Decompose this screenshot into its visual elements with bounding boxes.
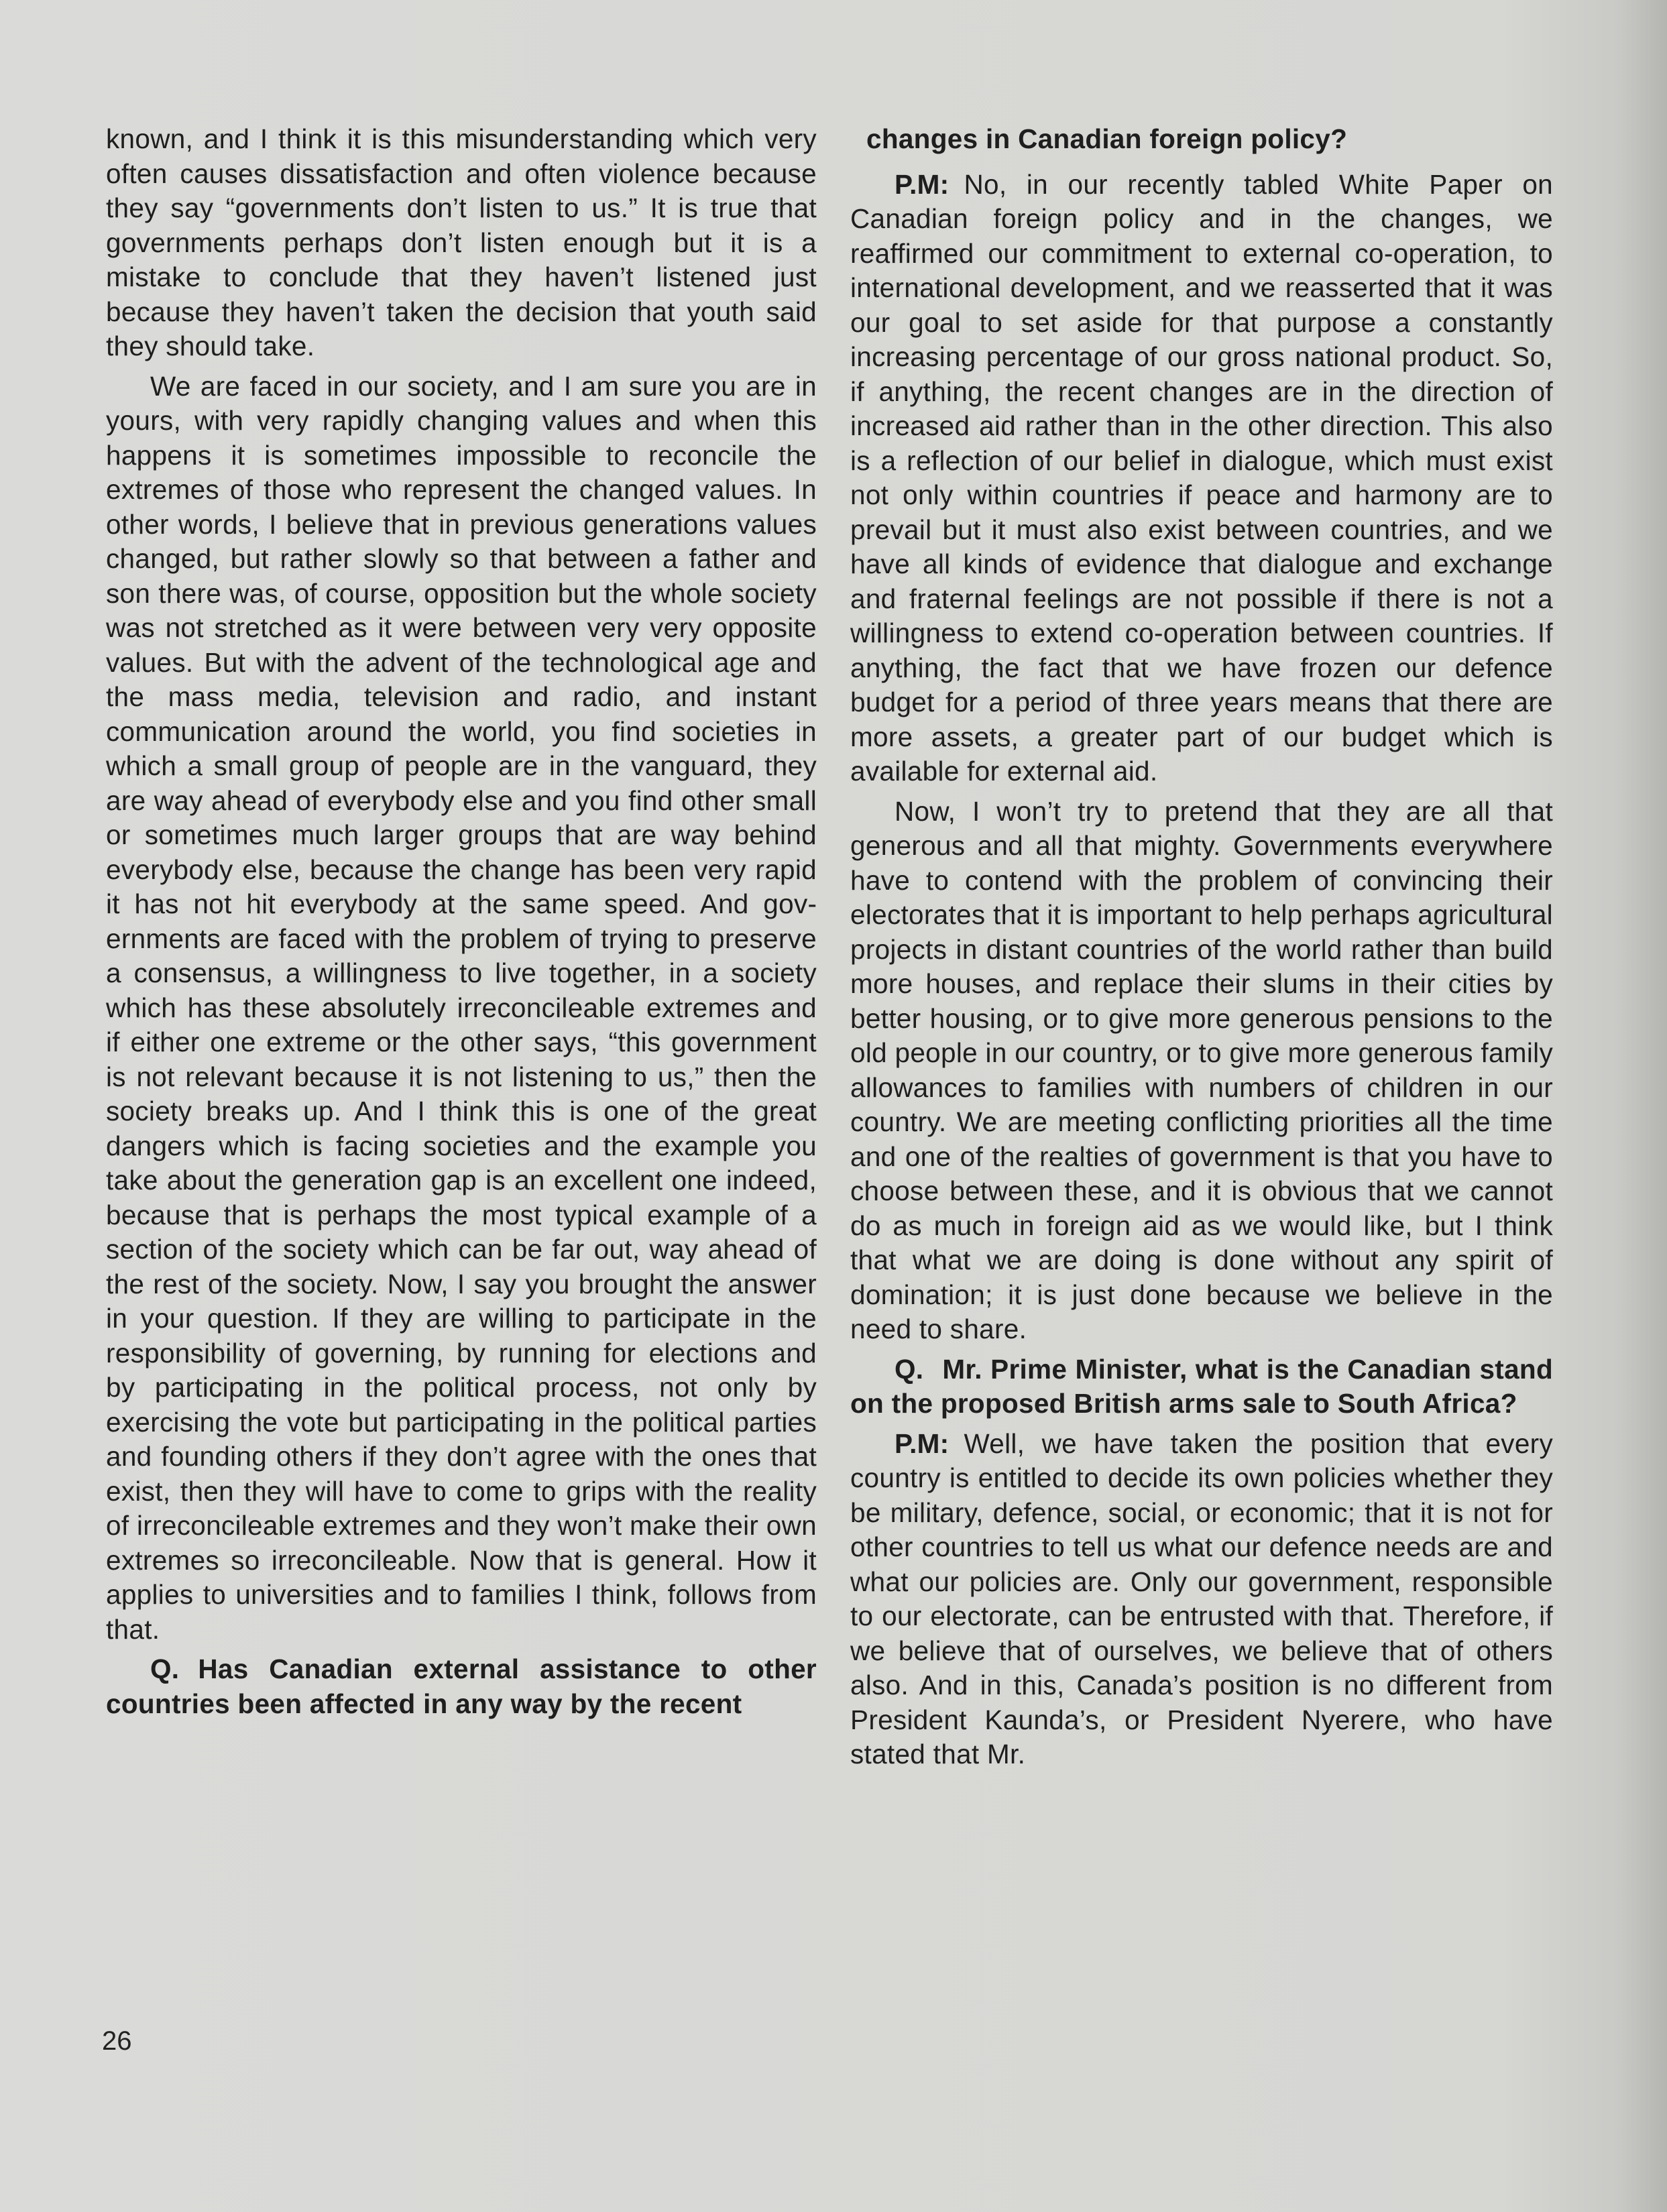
answer-arms-sale <box>850 1427 1553 1772</box>
question-continued: changes in Canadian foreign policy? <box>866 123 1348 154</box>
question-external-assistance <box>106 1652 817 1721</box>
answer-text: No, in our recently tabled White Paper on Canadian foreign policy and in the changes, we reaffirmed our commitment to external co-operation, to international development, and we reasserted that it was our goal to set aside for that purpose a constantly increasing percentage of our gross national product. So, if anything, the recent changes are in the direction of increased aid rather than in the other direction. This also is a reflection of our belief in dialogue, which must exist not only within countries if peace and harmony are to prevail but it must also exist between countries, and we have all kinds of evidence that dialogue and exchange and fraternal feelings are not possible if there is not a willingness to extend co-operation between countries. If anything, the fact that we have frozen our defence budget for a period of three years means that there are more assets, a greater part of our budget which is available for external aid. <box>850 168 1553 787</box>
question-arms-sale <box>850 1352 1553 1421</box>
left-column <box>106 122 817 1727</box>
right-column <box>850 122 1553 1778</box>
speaker-label: P.M: <box>895 168 950 200</box>
question-label: Q. <box>895 1353 924 1385</box>
paragraph-continued: known, and I think it is this misunderstanding which very often causes dissatisfaction and often violence because they say “governments don’t listen to us.” It is true that governments perhaps don’t listen enough but it is a mistake to conclude that they haven’t listened just because they haven’t taken the decision that youth said they should take. <box>106 123 817 361</box>
speaker-label: P.M: <box>895 1428 950 1459</box>
answer-foreign-aid <box>850 168 1553 789</box>
question-text: Mr. Prime Minister, what is the Canadian stand on the proposed British arms sale to South Africa? <box>850 1353 1553 1419</box>
answer-text: Well, we have taken the position that every country is entitled to decide its own policies whether they be military, defence, social, or economic; that it is not for other countries to tell us what our defence needs are and what our policies are. Only our government, responsible to our electorate, can be entrusted with that. Therefore, if we believe that of ourselves, we believe that of others also. And in this, Canada’s position is no different from President Kaunda’s, or President Nyerere, who have stated that Mr. <box>850 1428 1553 1769</box>
question-text: Has Canadian external assistance to other countries been affected in any way by the recent <box>106 1653 817 1719</box>
page-number: 26 <box>102 2026 132 2056</box>
question-label: Q. <box>150 1653 180 1684</box>
paragraph-changing-values: We are faced in our society, and I am sure you are in yours, with very rapidly changing values and when this happens it is sometimes impossible to reconcile the extremes of those who represent the changed values. In other words, I believe that in previous generations values changed, but rather slowly so that between a father and son there was, of course, opposition but the whole society was not stretched as it were between very very opposite values. But with the advent of the technological age and the mass media, television and radio, and instant communication around the world, you find societies in which a small group of people are in the vanguard, they are way ahead of everybody else and you find other small or sometimes much larger groups that are way behind everybody else, because the change has been very rapid it has not hit everybody at the same speed. And governments are faced with the problem of trying to preserve a consensus, a willingness to live together, in a society which has these absolutely irreconcileable extremes and if either one extreme or the other says, “this government is not relevant because it is not listening to us,” then the society breaks up. And I think this is one of the great dangers which is facing societies and the example you take about the generation gap is an excellent one indeed, because that is perhaps the most typical example of a section of the society which can be far out, way ahead of the rest of the society. Now, I say you brought the answer in your question. If they are willing to participate in the responsibility of governing, by running for elections and by participating in the political process, not only by exercising the vote but participating in the political parties and founding others if they don’t agree with the ones that exist, then they will have to come to grips with the reality of irreconcileable extremes and they won’t make their own extremes so irreconcileable. Now that is general. How it applies to universities and to families I think, follows from that. <box>106 370 817 1645</box>
paragraph-governments-contend: Now, I won’t try to pretend that they are all that generous and all that mighty. Governments everywhere have to contend with the problem of convincing their electorates that it is important to help perhaps agricultural projects in distant countries of the world rather than build more houses, and replace their slums in their cities by better housing, or to give more generous pensions to the old people in our country, or to give more generous family allowances to families with numbers of children in our country. We are meeting conflicting priorities all the time and one of the realties of government is that you have to choose between these, and it is obvious that we cannot do as much in foreign aid as we would like, but I think that what we are doing is done without any spirit of domination; it is just done because we believe in the need to share. <box>850 795 1553 1344</box>
